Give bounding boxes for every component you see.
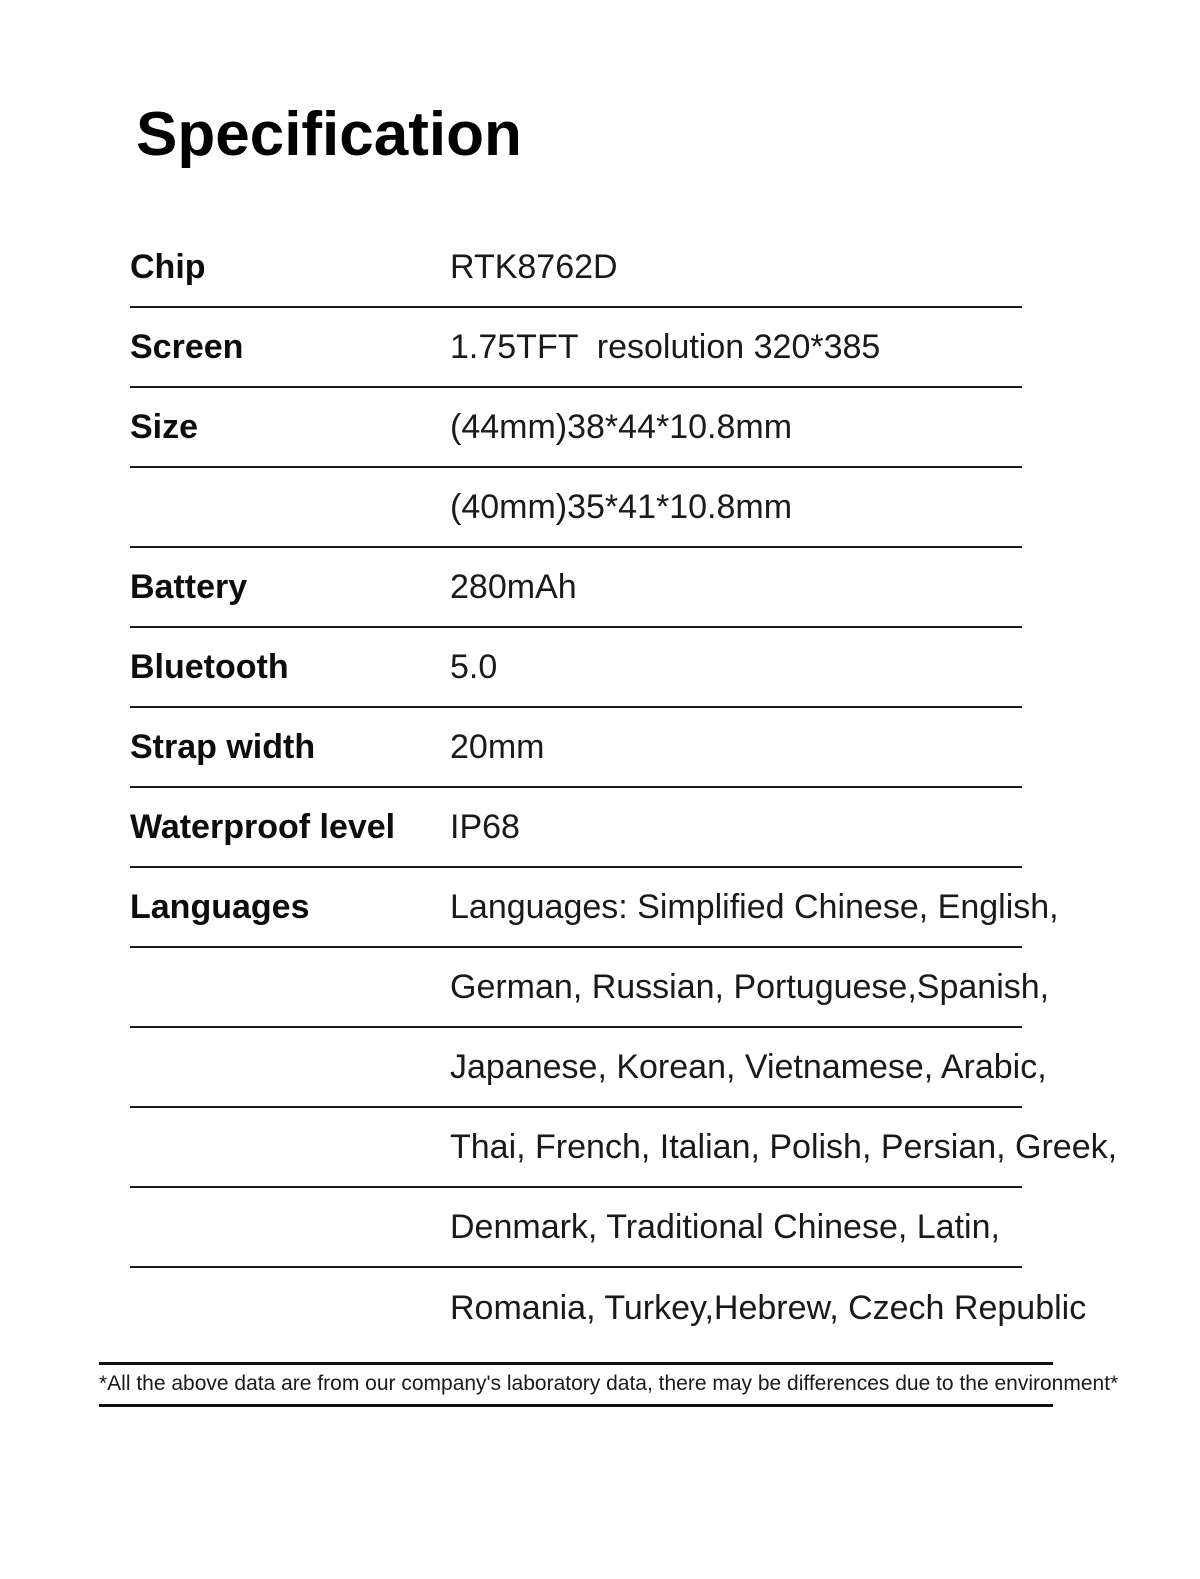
spec-row: [130, 468, 1022, 548]
spec-row: [130, 308, 1022, 388]
spec-row: [130, 788, 1022, 868]
footnote-text: *All the above data are from our company's laboratory data, there may be differences due to the environment*: [99, 1372, 1119, 1396]
spec-row: [130, 1028, 1047, 1108]
spec-row-value: 5.0: [450, 647, 498, 686]
spec-row-label: Bluetooth: [130, 647, 289, 686]
spec-row: [130, 868, 1059, 948]
spec-row: [130, 1268, 1087, 1348]
spec-sheet: [0, 98, 1200, 1407]
spec-row-value: Languages: Simplified Chinese, English,: [450, 887, 1059, 926]
spec-row-value: 1.75TFT resolution 320*385: [450, 327, 881, 366]
spec-row-label: Battery: [130, 567, 248, 606]
spec-row-label: Waterproof level: [130, 807, 396, 846]
spec-row: [130, 548, 1022, 628]
spec-row: [130, 948, 1050, 1028]
spec-row-value: Denmark, Traditional Chinese, Latin,: [450, 1207, 1000, 1246]
spec-table: [130, 228, 1118, 1348]
spec-row-value: (44mm)38*44*10.8mm: [450, 407, 793, 446]
spec-row: [130, 708, 1022, 788]
spec-row: [130, 1108, 1118, 1188]
spec-row-value: Romania, Turkey,Hebrew, Czech Republic: [450, 1288, 1087, 1327]
spec-row: [130, 1188, 1022, 1268]
spec-row-value: 280mAh: [450, 567, 577, 606]
spec-row-value: Japanese, Korean, Vietnamese, Arabic,: [450, 1047, 1047, 1086]
spec-row-value: IP68: [450, 807, 520, 846]
spec-row-value: RTK8762D: [450, 247, 618, 286]
spec-row-label: Languages: [130, 887, 310, 926]
spec-row-label: Size: [130, 407, 199, 446]
page-title: Specification: [136, 100, 522, 169]
spec-row: [130, 388, 1022, 468]
spec-row-value: 20mm: [450, 727, 545, 766]
spec-row-label: Strap width: [130, 727, 316, 766]
footnote: [99, 1362, 1119, 1407]
spec-row-label: Screen: [130, 327, 244, 366]
spec-row: [130, 628, 1022, 708]
spec-row-label: Chip: [130, 247, 206, 286]
spec-row-value: (40mm)35*41*10.8mm: [450, 487, 793, 526]
spec-row-value: Thai, French, Italian, Polish, Persian, Greek,: [450, 1127, 1118, 1166]
spec-row: [130, 228, 1022, 308]
spec-row-value: German, Russian, Portuguese,Spanish,: [450, 967, 1050, 1006]
